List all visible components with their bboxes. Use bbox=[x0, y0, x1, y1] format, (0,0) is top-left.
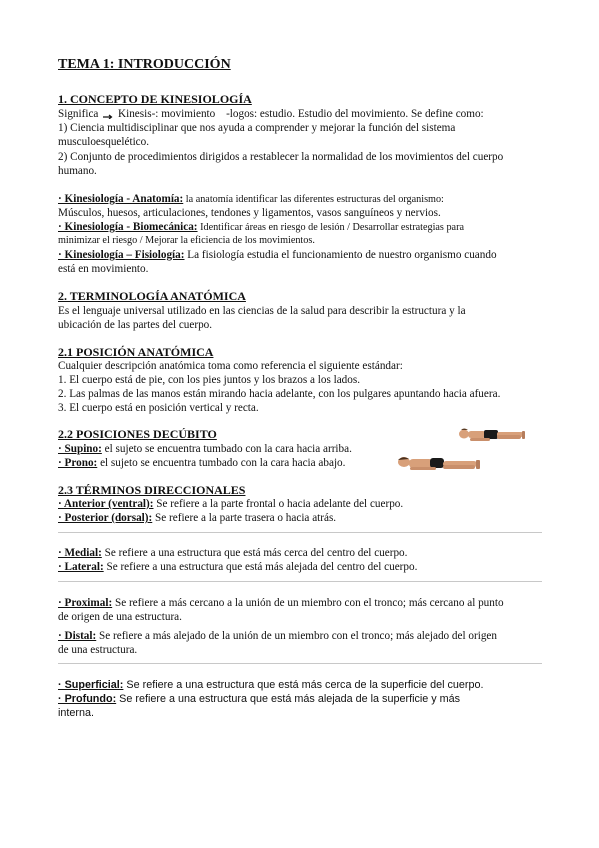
distal-line-b: de una estructura. bbox=[58, 644, 138, 656]
definition-1-line-b: musculoesquelético. bbox=[58, 136, 150, 148]
anterior-label: · Anterior (ventral): bbox=[58, 498, 154, 510]
supino-text: el sujeto se encuentra tumbado con la cara hacia arriba. bbox=[101, 443, 352, 455]
section-2-text-a: Es el lenguaje universal utilizado en las ciencias de la salud para describir la estructura y la bbox=[58, 305, 466, 317]
proximal-label: · Proximal: bbox=[58, 597, 113, 609]
section-1-definition-line bbox=[58, 107, 484, 121]
section-2-3-heading: 2.3 TÉRMINOS DIRECCIONALES bbox=[58, 483, 246, 497]
kinesiology-biomecanica-label: · Kinesiología - Biomecánica: bbox=[58, 221, 198, 233]
superficial-label: · Superficial: bbox=[58, 679, 124, 691]
profundo-line-b: interna. bbox=[58, 707, 95, 719]
medial-text: Se refiere a una estructura que está más cerca del centro del cuerpo. bbox=[101, 547, 408, 559]
profundo-text: Se refiere a una estructura que está más alejada de la superficie y más bbox=[116, 693, 461, 705]
kinesiology-fisiologia-line-b: está en movimiento. bbox=[58, 263, 149, 275]
section-2-heading: 2. TERMINOLOGÍA ANATÓMICA bbox=[58, 289, 246, 303]
anatomical-position-rule-2: 2. Las palmas de las manos están mirando hacia adelante, con los pulgares apuntando hacia afuera. bbox=[58, 388, 501, 400]
supino-item bbox=[58, 442, 352, 456]
posterior-text: Se refiere a la parte trasera o hacia atrás. bbox=[152, 512, 337, 524]
divider bbox=[58, 663, 542, 664]
medial-item bbox=[58, 546, 407, 560]
kinesiology-biomecanica-item bbox=[58, 220, 464, 235]
medial-label: · Medial: bbox=[58, 547, 102, 559]
section-2-1-heading: 2.1 POSICIÓN ANATÓMICA bbox=[58, 345, 214, 359]
profundo-label: · Profundo: bbox=[58, 693, 117, 705]
page-title: TEMA 1: INTRODUCCIÓN bbox=[58, 57, 231, 72]
kinesiology-fisiologia-text: La fisiología estudia el funcionamiento de nuestro organismo cuando bbox=[184, 249, 497, 261]
prono-label: · Prono: bbox=[58, 457, 98, 469]
prono-text: el sujeto se encuentra tumbado con la cara hacia abajo. bbox=[97, 457, 346, 469]
definition-1-line-a: 1) Ciencia multidisciplinar que nos ayuda a comprender y mejorar la función del sistema bbox=[58, 122, 456, 134]
section-2-2-heading: 2.2 POSICIONES DECÚBITO bbox=[58, 427, 217, 441]
anatomical-position-rule-1: 1. El cuerpo está de pie, con los pies juntos y los brazos a los lados. bbox=[58, 374, 361, 386]
divider bbox=[58, 581, 542, 582]
posterior-item bbox=[58, 511, 336, 525]
anatomical-position-rule-3: 3. El cuerpo está en posición vertical y recta. bbox=[58, 402, 259, 414]
logos-text: -logos: estudio. Estudio del movimiento. Se define como: bbox=[226, 108, 484, 120]
superficial-item bbox=[58, 678, 484, 692]
kinesiology-anatomia-label: · Kinesiología - Anatomía: bbox=[58, 193, 184, 205]
supine-figure-icon bbox=[456, 426, 528, 446]
divider bbox=[58, 532, 542, 533]
supino-label: · Supino: bbox=[58, 443, 102, 455]
distal-item bbox=[58, 629, 497, 643]
lateral-label: · Lateral: bbox=[58, 561, 104, 573]
kinesiology-fisiologia-item bbox=[58, 248, 497, 262]
prono-item bbox=[58, 456, 345, 470]
profundo-item bbox=[58, 692, 460, 706]
kinesiology-biomecanica-text: Identificar áreas en riesgo de lesión / Desarrollar estrategias para bbox=[197, 222, 464, 233]
anterior-text: Se refiere a la parte frontal o hacia adelante del cuerpo. bbox=[153, 498, 404, 510]
kinesis-text: Kinesis-: movimiento bbox=[118, 108, 216, 120]
proximal-item bbox=[58, 596, 504, 610]
lateral-text: Se refiere a una estructura que está más alejada del centro del cuerpo. bbox=[103, 561, 418, 573]
posterior-label: · Posterior (dorsal): bbox=[58, 512, 153, 524]
kinesiology-anatomia-item bbox=[58, 192, 444, 207]
kinesiology-biomecanica-line-b: minimizar el riesgo / Mejorar la eficiencia de los movimientos. bbox=[58, 235, 315, 246]
anatomical-position-intro: Cualquier descripción anatómica toma como referencia el siguiente estándar: bbox=[58, 360, 403, 372]
proximal-line-b: de origen de una estructura. bbox=[58, 611, 182, 623]
anterior-item bbox=[58, 497, 403, 511]
proximal-text: Se refiere a más cercano a la unión de un miembro con el tronco; más cercano al punto bbox=[112, 597, 504, 609]
lateral-item bbox=[58, 560, 417, 574]
right-arrow-icon bbox=[103, 113, 113, 119]
distal-label: · Distal: bbox=[58, 630, 97, 642]
definition-2-line-a: 2) Conjunto de procedimientos dirigidos a restablecer la normalidad de los movimientos del cuerpo bbox=[58, 151, 504, 163]
kinesiology-fisiologia-label: · Kinesiología – Fisiología: bbox=[58, 249, 185, 261]
superficial-text: Se refiere a una estructura que está más cerca de la superficie del cuerpo. bbox=[123, 679, 484, 691]
distal-text: Se refiere a más alejado de la unión de un miembro con el tronco; más alejado del origen bbox=[96, 630, 497, 642]
section-1-heading: 1. CONCEPTO DE KINESIOLOGÍA bbox=[58, 92, 252, 106]
kinesiology-anatomia-text: la anatomía identificar las diferentes estructuras del organismo: bbox=[183, 194, 444, 205]
kinesiology-anatomia-line-b: Músculos, huesos, articulaciones, tendones y ligamentos, vasos sanguíneos y nervios. bbox=[58, 207, 441, 219]
significa-text: Significa bbox=[58, 108, 99, 120]
section-2-text-b: ubicación de las partes del cuerpo. bbox=[58, 319, 213, 331]
definition-2-line-b: humano. bbox=[58, 165, 97, 177]
prone-figure-icon bbox=[394, 452, 486, 476]
